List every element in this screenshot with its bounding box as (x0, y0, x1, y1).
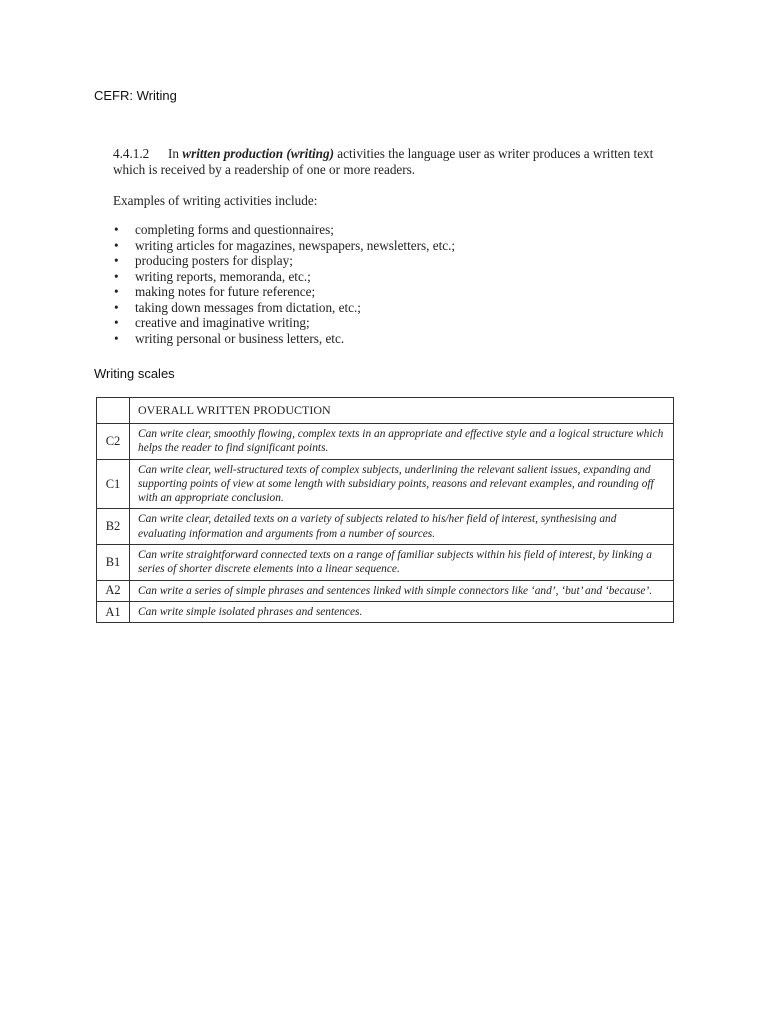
descriptor-cell: Can write clear, detailed texts on a variety of subjects related to his/her field of interest, synthesising and evaluating information and arguments from a number of sources. (130, 509, 674, 545)
level-cell: B1 (97, 545, 130, 581)
list-item: • writing articles for magazines, newspapers, newsletters, etc.; (114, 237, 456, 253)
bullet-icon: • (114, 299, 119, 315)
level-cell: B2 (97, 509, 130, 545)
section-number: 4.4.1.2 (113, 146, 150, 161)
table-row (97, 545, 674, 581)
bullet-icon: • (114, 284, 119, 299)
list-item: • taking down messages from dictation, etc.; (114, 299, 361, 315)
bullet-icon: • (114, 268, 119, 284)
table-row (97, 509, 674, 545)
table-header: OVERALL WRITTEN PRODUCTION (130, 398, 674, 424)
document-title: CEFR: Writing (94, 88, 177, 103)
section-term: written production (writing) (182, 146, 334, 161)
level-cell: A1 (97, 601, 130, 622)
list-item: • making notes for future reference; (114, 284, 316, 299)
section-text-after: activities the language user as writer produces a written text which is received by a readership of one or more readers. (113, 146, 654, 177)
descriptor-cell: Can write clear, well-structured texts of complex subjects, underlining the relevant salient issues, expanding and supporting points of view at some length with subsidiary points, reasons and relevant examples, and rounding off with an appropriate conclusion. (130, 459, 674, 509)
examples-list (113, 222, 455, 346)
bullet-icon: • (114, 253, 119, 268)
table-row (97, 601, 674, 622)
list-item: • creative and imaginative writing; (114, 315, 310, 330)
section-text-before: In (168, 146, 179, 161)
bullet-icon: • (114, 237, 119, 253)
section-paragraph (113, 146, 658, 177)
level-cell: C1 (97, 459, 130, 509)
descriptor-cell: Can write simple isolated phrases and sentences. (130, 601, 674, 622)
list-item: • producing posters for display; (114, 253, 293, 268)
table-row (97, 580, 674, 601)
bullet-icon: • (114, 222, 119, 237)
level-cell: C2 (97, 424, 130, 460)
descriptor-cell: Can write a series of simple phrases and sentences linked with simple connectors like ‘and’, ‘but’ and ‘because’. (130, 580, 674, 601)
writing-scales-heading: Writing scales (94, 366, 175, 381)
descriptor-cell: Can write clear, smoothly flowing, complex texts in an appropriate and effective style and a logical structure which helps the reader to find significant points. (130, 424, 674, 460)
bullet-icon: • (114, 330, 119, 346)
bullet-icon: • (114, 315, 119, 330)
list-item: • writing reports, memoranda, etc.; (114, 268, 311, 284)
list-item: • completing forms and questionnaires; (114, 222, 334, 237)
examples-intro: Examples of writing activities include: (113, 193, 318, 208)
writing-scales-table (96, 397, 674, 623)
descriptor-cell: Can write straightforward connected texts on a range of familiar subjects within his field of interest, by linking a series of shorter discrete elements into a linear sequence. (130, 545, 674, 581)
table-row (97, 424, 674, 460)
table-header-row (97, 398, 674, 424)
table-row (97, 459, 674, 509)
table-corner-cell (97, 398, 130, 424)
list-item: • writing personal or business letters, etc. (114, 330, 345, 346)
level-cell: A2 (97, 580, 130, 601)
